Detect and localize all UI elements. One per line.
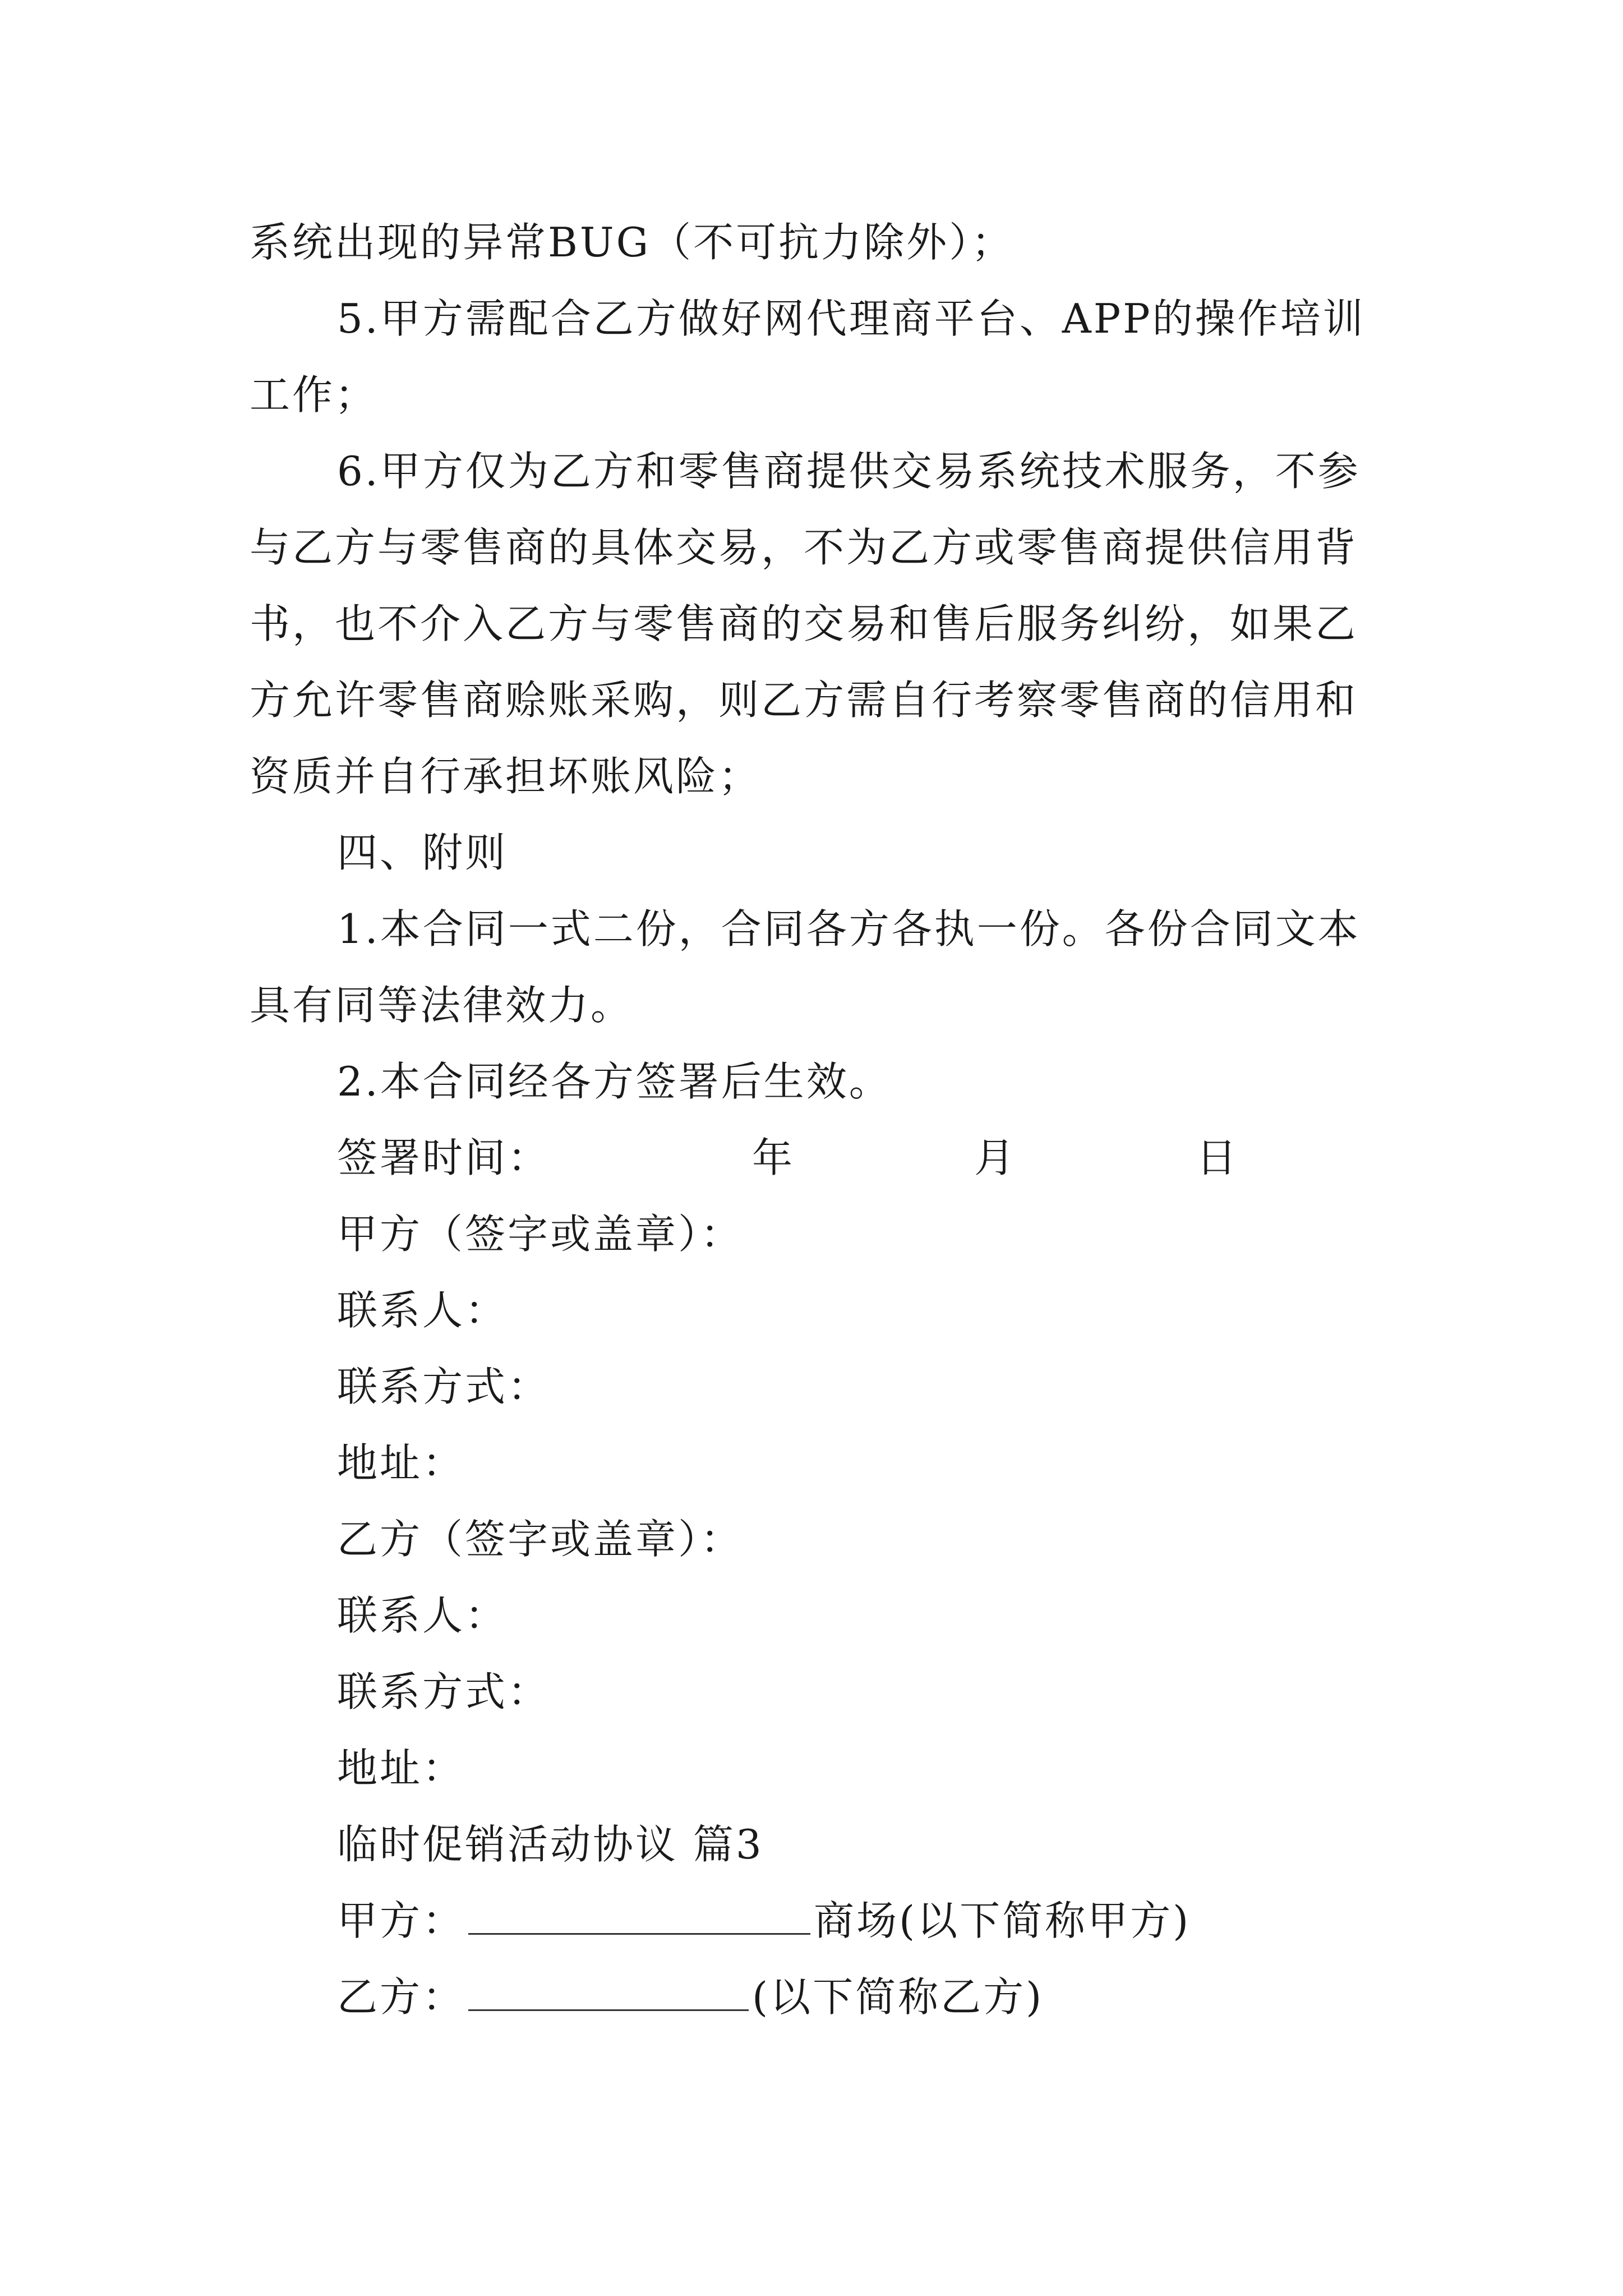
party-a-sign-label: 甲方（签字或盖章）：	[337, 1211, 744, 1258]
clause-2-line: 2.本合同经各方签署后生效。	[337, 1058, 892, 1105]
paragraph-line: 工作；	[250, 371, 378, 418]
section-heading: 四、附则	[337, 829, 508, 876]
clause-5-line: 5.甲方需配合乙方做好网代理商平台、APP的操作培训	[337, 295, 1366, 342]
day-label: 日	[1196, 1134, 1239, 1181]
contact-method-a-label: 联系方式：	[337, 1363, 551, 1410]
paragraph-line: 书，也不介入乙方与零售商的交易和售后服务纠纷，如果乙	[250, 600, 1358, 647]
year-label: 年	[752, 1134, 795, 1181]
clause-6-line: 6.甲方仅为乙方和零售商提供交易系统技术服务，不参	[337, 448, 1361, 495]
clause-1-line: 1.本合同一式二份，合同各方各执一份。各份合同文本	[337, 905, 1361, 953]
sign-time-row	[337, 1130, 1239, 1186]
party-b-label: 乙方：	[337, 1973, 465, 2021]
party-b-blank	[468, 1970, 749, 2011]
paragraph-line: 系统出现的异常BUG（不可抗力除外）；	[250, 219, 1015, 266]
paragraph-line: 与乙方与零售商的具体交易，不为乙方或零售商提供信用背	[250, 524, 1358, 571]
address-a-label: 地址：	[337, 1439, 465, 1487]
section-title: 临时促销活动协议 篇3	[337, 1821, 764, 1868]
contact-b-label: 联系人：	[337, 1592, 508, 1639]
party-a-label: 甲方：	[337, 1897, 465, 1944]
party-b-row	[337, 1969, 1044, 2025]
party-b-sign-label: 乙方（签字或盖章）：	[337, 1516, 744, 1563]
paragraph-line: 具有同等法律效力。	[250, 982, 634, 1029]
contact-method-b-label: 联系方式：	[337, 1668, 551, 1715]
sign-time-label: 签署时间：	[337, 1134, 551, 1181]
party-a-row	[337, 1893, 1191, 1949]
party-a-suffix: 商场(以下简称甲方)	[814, 1897, 1191, 1944]
paragraph-line: 资质并自行承担坏账风险；	[250, 753, 762, 800]
month-label: 月	[974, 1134, 1017, 1181]
address-b-label: 地址：	[337, 1745, 465, 1792]
party-b-suffix: (以下简称乙方)	[752, 1973, 1044, 2021]
paragraph-line: 方允许零售商赊账采购，则乙方需自行考察零售商的信用和	[250, 677, 1358, 724]
party-a-blank	[468, 1894, 810, 1935]
contact-a-label: 联系人：	[337, 1287, 508, 1334]
